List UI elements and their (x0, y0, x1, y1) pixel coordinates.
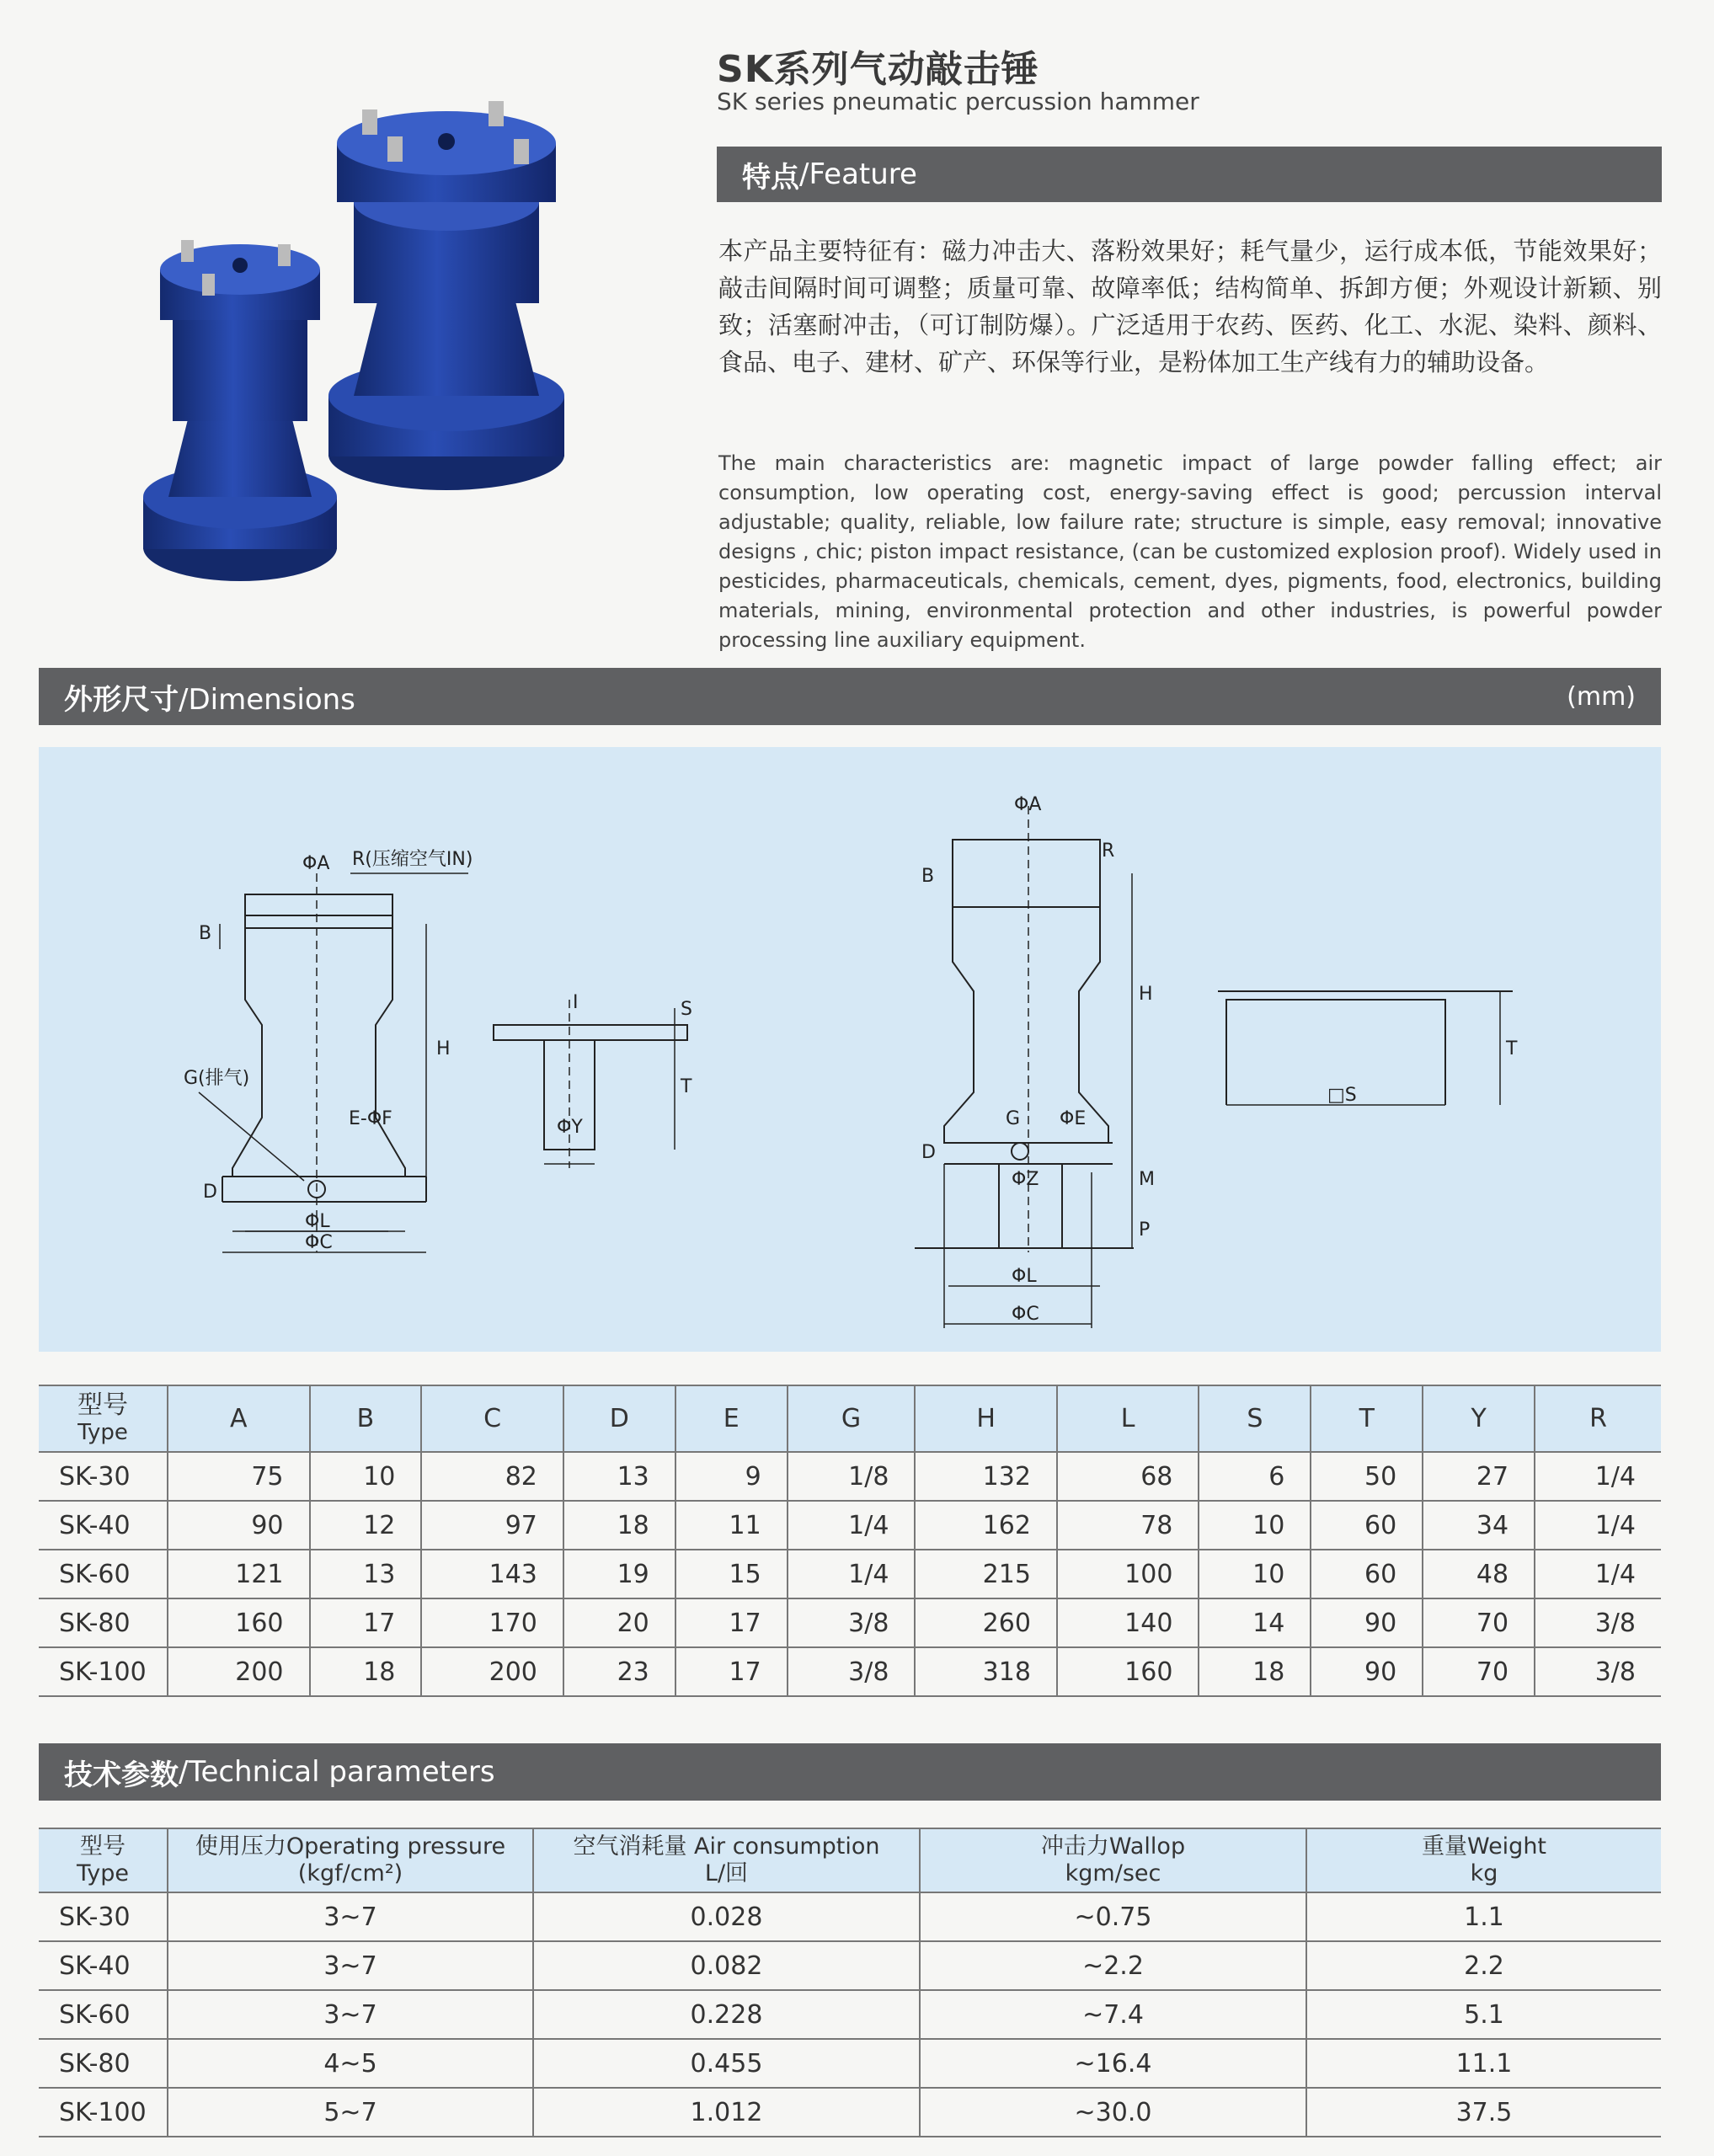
value-cell: 143 (421, 1550, 563, 1598)
value-cell: 6 (1199, 1452, 1311, 1501)
feature-heading-en: /Feature (799, 157, 917, 191)
tech-header-line1: 空气消耗量 Air consumption (573, 1833, 880, 1860)
column-header: T (1311, 1385, 1423, 1452)
value-cell: ~30.0 (920, 2088, 1306, 2137)
table-row (39, 1941, 1661, 1990)
label-phiA-2: ΦA (1014, 794, 1042, 815)
feature-text-en: The main characteristics are: magnetic impact of large powder falling effect; air consumption, low operating cost, energy-saving effect is good; percussion interval adjustable; quality, reliable, low failure rate; structure is simple, easy removal; innovative designs , chic; piston impact resistance, (can be customized explosion proof). Widely used in pesticides, pharmaceuticals, chemicals, cement, dyes, pigments, food, electronics, building materials, mining, environmental protection and other industries, is powerful powder processing line auxiliary equipment. (718, 451, 1662, 652)
value-cell: 10 (310, 1452, 422, 1501)
value-cell: 14 (1199, 1598, 1311, 1647)
dimensions-heading-en: /Dimensions (179, 682, 355, 717)
value-cell: 60 (1311, 1501, 1423, 1550)
value-cell: 170 (421, 1598, 563, 1647)
dimension-drawing-panel (39, 747, 1661, 1352)
type-cell: SK-30 (39, 1892, 168, 1941)
label-P: P (1139, 1219, 1151, 1241)
tech-header-line1: 使用压力Operating pressure (195, 1833, 506, 1860)
value-cell: 1/4 (1535, 1501, 1661, 1550)
feature-section-header (717, 147, 1662, 202)
label-B-1: B (199, 923, 212, 944)
tech-header-line2: (kgf/cm²) (297, 1860, 403, 1886)
value-cell: 90 (168, 1501, 310, 1550)
label-phiC-1: ΦC (305, 1232, 333, 1253)
label-T-1: T (681, 1076, 692, 1097)
value-cell: 17 (675, 1598, 788, 1647)
tech-header-line2: Type (76, 1860, 129, 1886)
drawing-side-view-1 (494, 1000, 687, 1168)
table-row (39, 1892, 1661, 1941)
label-G-2: G (1006, 1108, 1021, 1129)
type-cell: SK-60 (39, 1990, 168, 2039)
label-phiL-1: ΦL (305, 1211, 330, 1232)
page-title-cn: SK系列气动敲击锤 (717, 48, 1039, 91)
value-cell: 97 (421, 1501, 563, 1550)
label-phiZ: ΦZ (1012, 1169, 1039, 1190)
value-cell: 9 (675, 1452, 788, 1501)
dimensions-unit: (mm) (1567, 681, 1636, 712)
value-cell: 215 (915, 1550, 1057, 1598)
value-cell: 1/8 (788, 1452, 916, 1501)
value-cell: 1.012 (533, 2088, 920, 2137)
label-sqS: □S (1327, 1085, 1357, 1106)
value-cell: ~0.75 (920, 1892, 1306, 1941)
technical-table-header (39, 1828, 1661, 1892)
value-cell: 10 (1199, 1550, 1311, 1598)
column-header: R (1535, 1385, 1661, 1452)
value-cell: 10 (1199, 1501, 1311, 1550)
type-cell: SK-80 (39, 1598, 168, 1647)
column-header: C (421, 1385, 563, 1452)
value-cell: 2.2 (1306, 1941, 1661, 1990)
value-cell: 15 (675, 1550, 788, 1598)
label-R-2: R (1102, 841, 1115, 862)
column-header: L (1057, 1385, 1199, 1452)
type-cell: SK-80 (39, 2039, 168, 2088)
value-cell: 162 (915, 1501, 1057, 1550)
dimensions-section-header (39, 668, 1661, 725)
value-cell: 3~7 (168, 1941, 533, 1990)
small-hammer-image (143, 240, 337, 581)
table-row (39, 2088, 1661, 2137)
value-cell: 3/8 (1535, 1647, 1661, 1696)
column-header: H (915, 1385, 1057, 1452)
value-cell: 82 (421, 1452, 563, 1501)
value-cell: 11 (675, 1501, 788, 1550)
label-H-2: H (1139, 984, 1153, 1005)
tech-header-air (533, 1828, 920, 1892)
type-header (39, 1385, 168, 1452)
tech-header-pressure (168, 1828, 533, 1892)
drawing-front-view-2 (915, 806, 1134, 1328)
product-photo (101, 93, 606, 598)
tech-header-line1: 型号 (80, 1833, 125, 1860)
table-row (39, 1452, 1661, 1501)
value-cell: 13 (563, 1452, 675, 1501)
table-row (39, 2039, 1661, 2088)
value-cell: 318 (915, 1647, 1057, 1696)
page-title-en: SK series pneumatic percussion hammer (717, 88, 1199, 115)
dimensions-table-header (39, 1385, 1661, 1452)
value-cell: 23 (563, 1647, 675, 1696)
value-cell: 3/8 (788, 1647, 916, 1696)
value-cell: 3~7 (168, 1990, 533, 2039)
tech-header-line1: 重量Weight (1421, 1833, 1547, 1860)
value-cell: 200 (421, 1647, 563, 1696)
value-cell: 5~7 (168, 2088, 533, 2137)
label-M: M (1139, 1169, 1155, 1190)
value-cell: 90 (1311, 1598, 1423, 1647)
column-header: B (310, 1385, 422, 1452)
technical-heading-cn: 技术参数 (64, 1758, 179, 1792)
value-cell: 160 (1057, 1647, 1199, 1696)
value-cell: 18 (1199, 1647, 1311, 1696)
label-S-1: S (681, 999, 692, 1020)
value-cell: 78 (1057, 1501, 1199, 1550)
value-cell: ~2.2 (920, 1941, 1306, 1990)
table-row (39, 1550, 1661, 1598)
value-cell: 48 (1423, 1550, 1535, 1598)
value-cell: 0.028 (533, 1892, 920, 1941)
type-cell: SK-40 (39, 1941, 168, 1990)
value-cell: 34 (1423, 1501, 1535, 1550)
table-row (39, 1501, 1661, 1550)
value-cell: 37.5 (1306, 2088, 1661, 2137)
value-cell: 11.1 (1306, 2039, 1661, 2088)
value-cell: 1/4 (1535, 1550, 1661, 1598)
column-header: G (788, 1385, 916, 1452)
column-header: E (675, 1385, 788, 1452)
value-cell: 100 (1057, 1550, 1199, 1598)
tech-header-type (39, 1828, 168, 1892)
value-cell: 50 (1311, 1452, 1423, 1501)
value-cell: 140 (1057, 1598, 1199, 1647)
label-phiC-2: ΦC (1012, 1304, 1039, 1325)
value-cell: 68 (1057, 1452, 1199, 1501)
technical-heading-en: /Technical parameters (179, 1755, 495, 1789)
value-cell: 20 (563, 1598, 675, 1647)
value-cell: 0.455 (533, 2039, 920, 2088)
value-cell: 75 (168, 1452, 310, 1501)
value-cell: 13 (310, 1550, 422, 1598)
label-D-2: D (921, 1142, 936, 1163)
value-cell: 121 (168, 1550, 310, 1598)
label-phiL-2: ΦL (1012, 1266, 1037, 1287)
value-cell: ~7.4 (920, 1990, 1306, 2039)
value-cell: 60 (1311, 1550, 1423, 1598)
label-T-2: T (1506, 1038, 1518, 1059)
label-B-2: B (921, 866, 935, 887)
dimensions-heading-cn: 外形尺寸 (64, 682, 179, 717)
feature-heading-cn: 特点 (742, 160, 799, 195)
value-cell: 18 (310, 1647, 422, 1696)
label-phiE: ΦE (1060, 1108, 1087, 1129)
column-header: S (1199, 1385, 1311, 1452)
label-E-phiF: E-ΦF (349, 1108, 392, 1129)
value-cell: 1/4 (788, 1550, 916, 1598)
type-cell: SK-40 (39, 1501, 168, 1550)
value-cell: 1/4 (1535, 1452, 1661, 1501)
value-cell: 3/8 (1535, 1598, 1661, 1647)
column-header: A (168, 1385, 310, 1452)
value-cell: 12 (310, 1501, 422, 1550)
type-header-cn: 型号 (77, 1390, 128, 1420)
value-cell: 17 (675, 1647, 788, 1696)
value-cell: 18 (563, 1501, 675, 1550)
tech-header-line2: L/回 (704, 1860, 749, 1886)
tech-header-line1: 冲击力Wallop (1040, 1833, 1186, 1860)
feature-text-cn: 本产品主要特征有：磁力冲击大、落粉效果好；耗气量少，运行成本低，节能效果好；敲击间隔时间可调整；质量可靠、故障率低；结构简单、拆卸方便；外观设计新颖、别致；活塞耐冲击，（可订制防爆）。广泛适用于农药、医药、化工、水泥、染料、颜料、食品、电子、建材、矿产、环保等行业，是粉体加工生产线有力的辅助设备。 (718, 237, 1662, 376)
value-cell: 200 (168, 1647, 310, 1696)
value-cell: 27 (1423, 1452, 1535, 1501)
value-cell: 132 (915, 1452, 1057, 1501)
label-R-in: R(压缩空气IN) (352, 849, 473, 870)
value-cell: 1/4 (788, 1501, 916, 1550)
technical-table (39, 1828, 1661, 2137)
value-cell: 3/8 (788, 1598, 916, 1647)
value-cell: 0.228 (533, 1990, 920, 2039)
table-row (39, 1598, 1661, 1647)
type-header-en: Type (77, 1419, 128, 1445)
tech-header-weight (1306, 1828, 1661, 1892)
value-cell: 1.1 (1306, 1892, 1661, 1941)
type-cell: SK-30 (39, 1452, 168, 1501)
value-cell: 260 (915, 1598, 1057, 1647)
value-cell: 4~5 (168, 2039, 533, 2088)
value-cell: 5.1 (1306, 1990, 1661, 2039)
value-cell: 19 (563, 1550, 675, 1598)
column-header: D (563, 1385, 675, 1452)
value-cell: 0.082 (533, 1941, 920, 1990)
value-cell: 17 (310, 1598, 422, 1647)
table-row (39, 1990, 1661, 2039)
value-cell: 160 (168, 1598, 310, 1647)
type-cell: SK-100 (39, 2088, 168, 2137)
value-cell: 90 (1311, 1647, 1423, 1696)
dimensions-table (39, 1385, 1661, 1697)
table-row (39, 1647, 1661, 1696)
tech-header-line2: kgm/sec (1065, 1860, 1161, 1886)
value-cell: 3~7 (168, 1892, 533, 1941)
type-cell: SK-100 (39, 1647, 168, 1696)
label-G-out: G(排气) (184, 1068, 250, 1089)
value-cell: 70 (1423, 1598, 1535, 1647)
label-I: I (573, 992, 579, 1013)
technical-section-header (39, 1743, 1661, 1801)
type-cell: SK-60 (39, 1550, 168, 1598)
column-header: Y (1423, 1385, 1535, 1452)
label-phiY: ΦY (557, 1117, 583, 1138)
label-D-1: D (203, 1182, 217, 1203)
tech-header-wallop (920, 1828, 1306, 1892)
tech-header-line2: kg (1470, 1860, 1498, 1886)
value-cell: 70 (1423, 1647, 1535, 1696)
drawing-front-view-1 (199, 873, 468, 1252)
drawing-bracket (1218, 991, 1513, 1105)
large-hammer-image (328, 101, 564, 490)
label-H-1: H (436, 1038, 451, 1059)
value-cell: ~16.4 (920, 2039, 1306, 2088)
label-phiA-1: ΦA (302, 853, 330, 874)
